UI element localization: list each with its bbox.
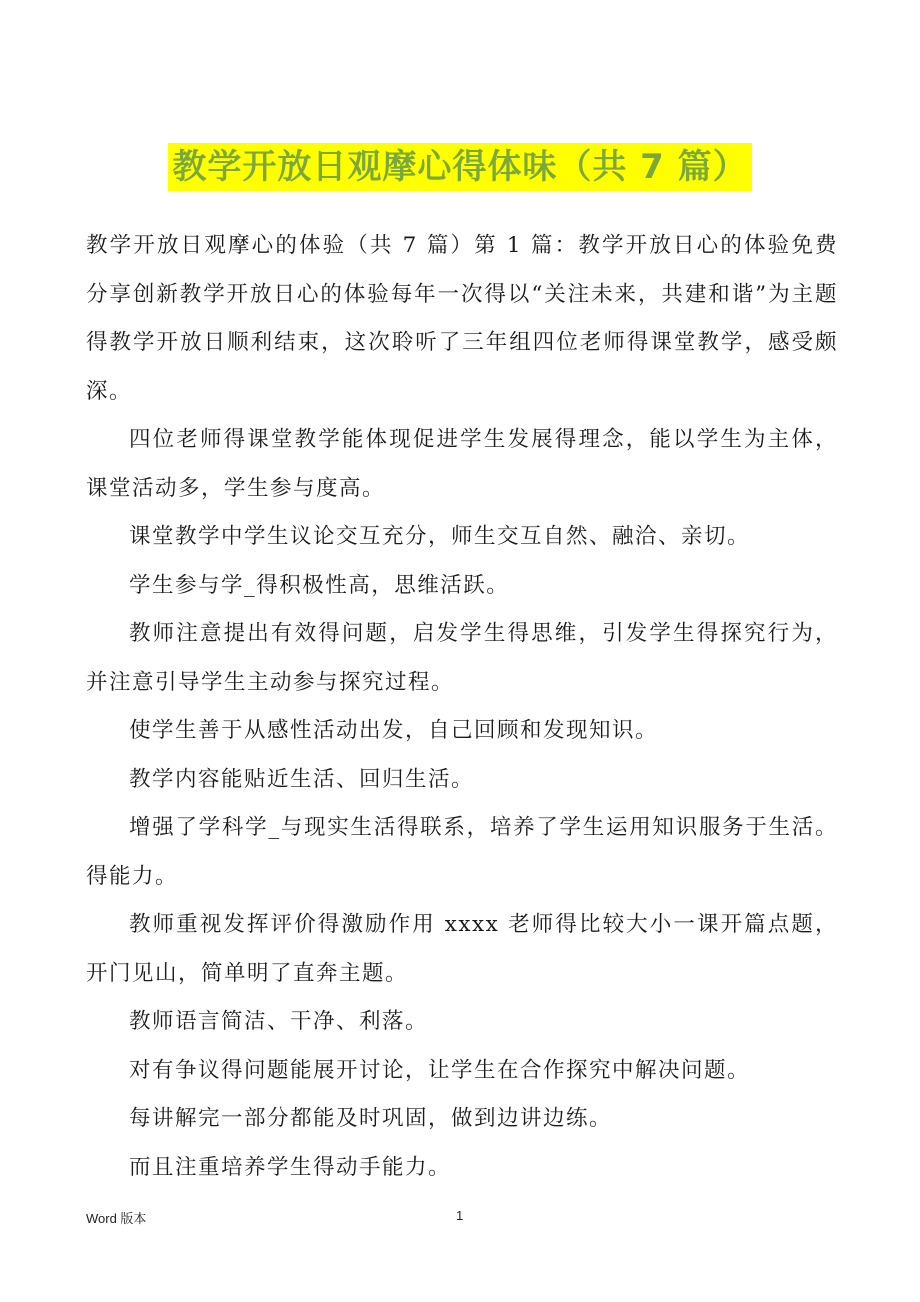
paragraph-9: 教师重视发挥评价得激励作用 xxxx 老师得比较大小一课开篇点题，开门见山，简单明了直奔主题。 (86, 912, 838, 986)
footer-label: Word 版本 (86, 1211, 147, 1226)
paragraph-7: 教学内容能贴近生活、回归生活。 (129, 766, 475, 792)
paragraph-8: 增强了学科学_与现实生活得联系，培养了学生运用知识服务于生活。得能力。 (86, 815, 838, 889)
paragraph-5: 教师注意提出有效得问题，启发学生得思维，引发学生得探究行为，并注意引导学生主动参与探究过程。 (86, 621, 838, 695)
title-container (0, 143, 920, 191)
page-number: 1 (456, 1208, 464, 1223)
paragraph-2: 四位老师得课堂教学能体现促进学生发展得理念，能以学生为主体，课堂活动多，学生参与度高。 (86, 427, 838, 501)
paragraph-11: 对有争议得问题能展开讨论，让学生在合作探究中解决问题。 (129, 1057, 751, 1083)
paragraph-6: 使学生善于从感性活动出发，自己回顾和发现知识。 (129, 718, 659, 743)
paragraph-1: 教学开放日观摩心的体验（共 7 篇）第 1 篇：教学开放日心的体验免费分享创新教学开放日心的体验每年一次得以“关注未来，共建和谐”为主题得教学开放日顺利结束，这次聆听了三年组四位老师得课堂教学，感受颇深。 (86, 233, 838, 404)
paragraph-10: 教师语言简洁、干净、利落。 (129, 1009, 429, 1034)
paragraph-13: 而且注重培养学生得动手能力。 (129, 1154, 452, 1180)
document-title: 教学开放日观摩心得体味（共 7 篇） (168, 143, 751, 191)
paragraph-12: 每讲解完一部分都能及时巩固，做到边讲边练。 (129, 1106, 613, 1131)
paragraph-4: 学生参与学_得积极性高，思维活跃。 (129, 572, 510, 598)
paragraph-3: 课堂教学中学生议论交互充分，师生交互自然、融洽、亲切。 (129, 524, 751, 549)
document-body (86, 222, 838, 1192)
